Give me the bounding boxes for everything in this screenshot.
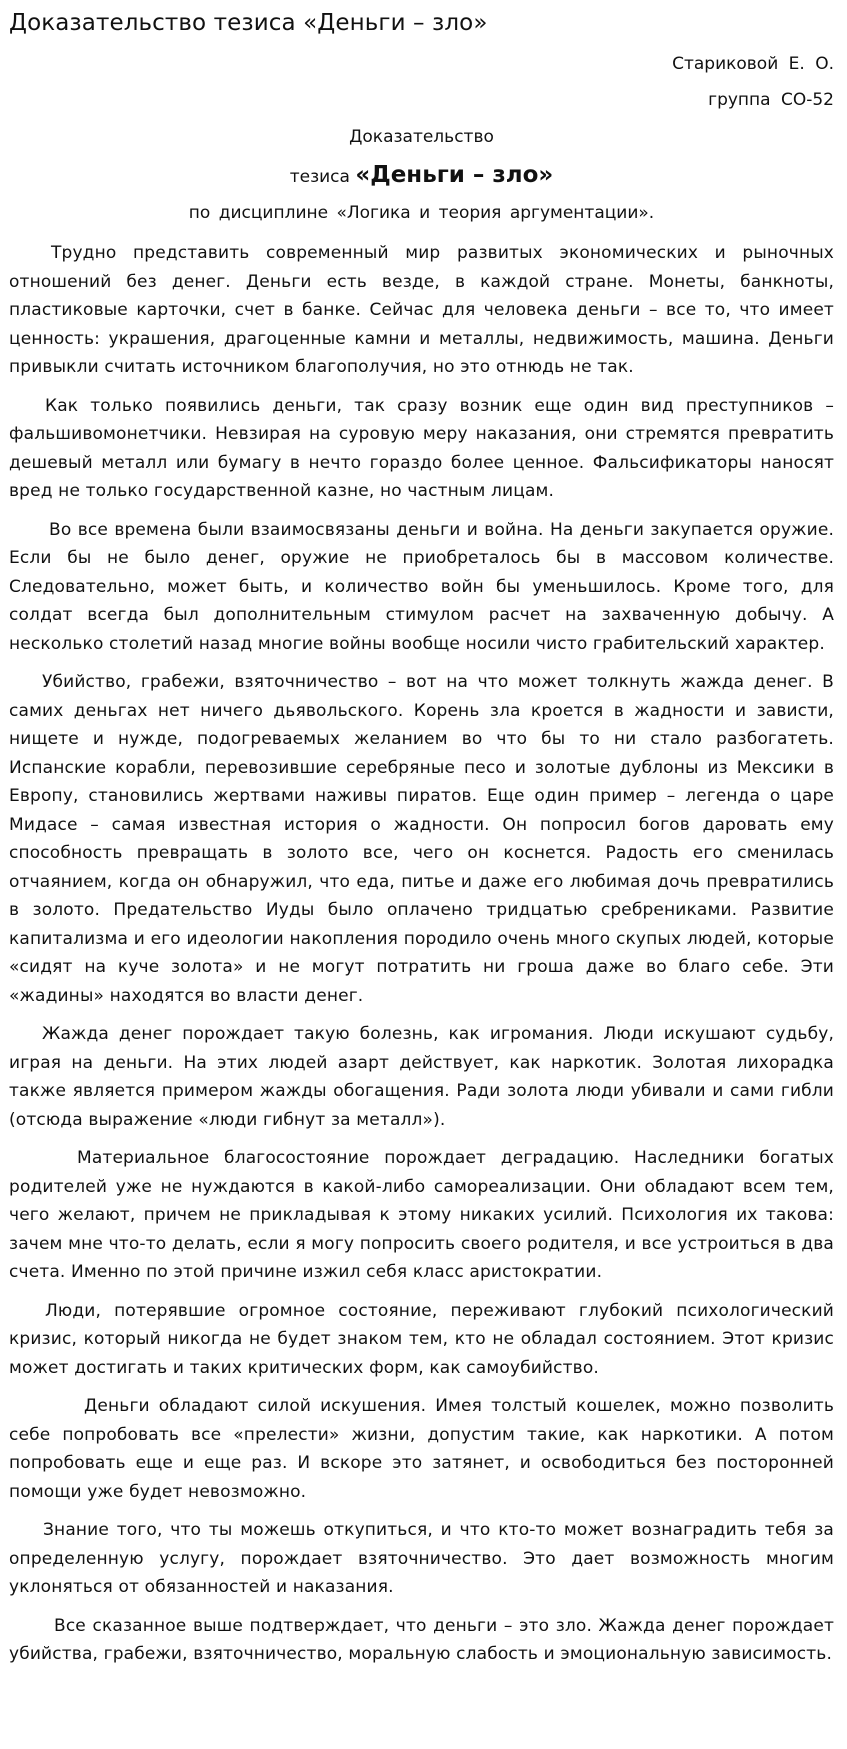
student-group: группа СО-52 [708,90,834,110]
heading-line-2-prefix: тезиса [289,167,356,187]
paragraph: Знание того, что ты можешь откупиться, и что кто-то может вознаградить тебя за определенную услугу, порождает взяточничество. Это дает возможность многим уклоняться от обязанностей и наказания. [9,1520,834,1597]
paragraph: Трудно представить современный мир развитых экономических и рыночных отношений без денег. Деньги есть везде, в каждой стране. Монеты, банкноты, пластиковые карточки, счет в банке. Сейчас для человека деньги – все то, что имеет ценность: украшения, драгоценные камни и металлы, недвижимость, машина. Деньги привыкли считать источником благополучия, но это отнюдь не так. [9,243,834,377]
paragraph: Во все времена были взаимосвязаны деньги и война. На деньги закупается оружие. Если бы не было денег, оружие не приобреталось бы в массовом количестве. Следовательно, может быть, и количество войн бы уменьшилось. Кроме того, для солдат всегда был дополнительным стимулом расчет на захваченную добычу. А несколько столетий назад многие войны вообще носили чисто грабительский характер. [9,519,834,654]
thesis-title: «Деньги – зло» [355,162,554,188]
body-text [9,239,834,1669]
paragraph: Деньги обладают силой искушения. Имея толстый кошелек, можно позволить себе попробовать все «прелести» жизни, допустим такие, как наркотики. А потом попробовать еще и еще раз. И вскоре это затянет, и освободиться без посторонней помощи уже будет невозможно. [9,1396,834,1502]
document-title: Доказательство тезиса «Деньги – зло» [9,10,488,36]
paragraph: Все сказанное выше подтверждает, что деньги – это зло. Жажда денег порождает убийства, грабежи, взяточничество, моральную слабость и эмоциональную зависимость. [9,1615,834,1664]
paragraph: Убийство, грабежи, взяточничество – вот на что может толкнуть жажда денег. В самих деньгах нет ничего дьявольского. Корень зла кроется в жадности и зависти, нищете и нужде, подогреваемых желанием во что бы то ни стало разбогатеть. Испанские корабли, перевозившие серебряные песо и золотые дублоны из Мексики в Европу, становились жертвами наживы пиратов. Еще один пример – легенда о царе Мидасе – самая известная история о жадности. Он попросил богов даровать ему способность превращать в золото все, чего он коснется. Радость его сменилась отчаянием, когда он обнаружил, что еда, питье и даже его любимая дочь превратились в золото. Предательство Иуды было оплачено тридцатью сребрениками. Развитие капитализма и его идеологии накопления породило очень много скупых людей, которые «сидят на куче золота» и не могут потратить ни гроша даже во благо себе. Эти «жадины» находятся во власти денег. [9,672,834,1006]
paragraph: Как только появились деньги, так сразу возник еще один вид преступников – фальшивомонетчики. Невзирая на суровую меру наказания, они стремятся превратить дешевый металл или бумагу в нечто гораздо более ценное. Фальсификаторы наносят вред не только государственной казне, но частным лицам. [9,395,834,501]
paragraph: Материальное благосостояние порождает деградацию. Наследники богатых родителей уже не нуждаются в какой-либо самореализации. Они обладают всем тем, чего желают, причем не прикладывая к этому никаких усилий. Психология их такова: зачем мне что-то делать, если я могу попросить своего родителя, и все устроиться в два счета. Именно по этой причине изжил себя класс аристократии. [9,1148,834,1282]
author-name: Стариковой Е. О. [672,54,834,74]
paragraph: Жажда денег порождает такую болезнь, как игромания. Люди искушают судьбу, играя на деньги. На этих людей азарт действует, как наркотик. Золотая лихорадка также является примером жажды обогащения. Ради золота люди убивали и сами гибли (отсюда выражение «люди гибнут за металл»). [9,1024,834,1130]
heading-line-2 [9,160,834,192]
paragraph: Люди, потерявшие огромное состояние, переживают глубокий психологический кризис, который никогда не будет знаком тем, кто не обладал состоянием. Этот кризис может достигать и таких критических форм, как самоубийство. [9,1300,834,1378]
heading-line-1: Доказательство [349,127,494,147]
heading-line-3: по дисциплине «Логика и теория аргументации». [188,203,655,223]
